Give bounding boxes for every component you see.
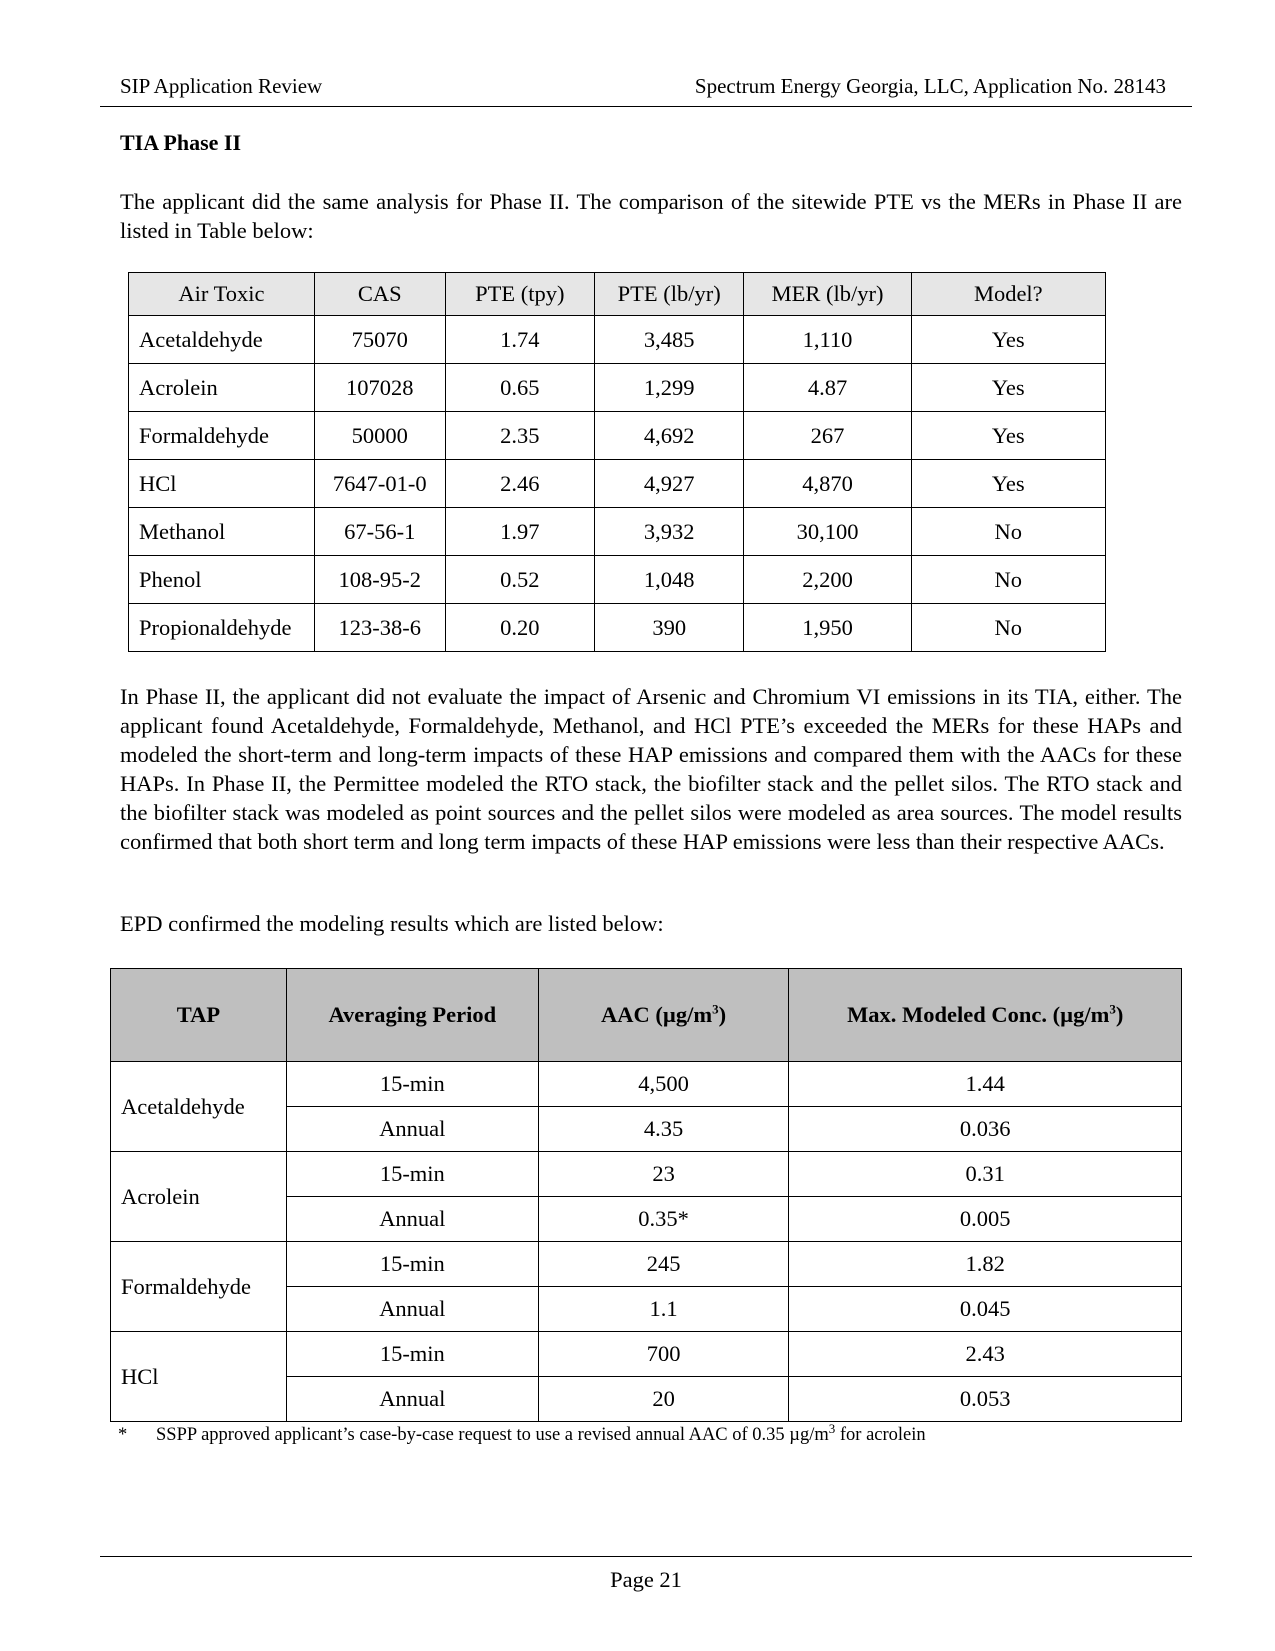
- cell-aac: 700: [538, 1332, 789, 1377]
- table-row: [111, 1062, 1182, 1107]
- cell-pte-tpy: 0.65: [445, 364, 594, 412]
- header-max-close: ): [1115, 1002, 1124, 1027]
- cell-tap: HCl: [111, 1332, 287, 1422]
- cell-model: No: [911, 556, 1105, 604]
- cell-mer: 267: [744, 412, 911, 460]
- header-tap: TAP: [111, 969, 287, 1062]
- cell-pte-tpy: 0.20: [445, 604, 594, 652]
- cell-max: 1.82: [789, 1242, 1182, 1287]
- header-max-modeled: [789, 969, 1182, 1062]
- table-row: [111, 1152, 1182, 1197]
- table-row: [129, 604, 1106, 652]
- cell-cas: 67-56-1: [314, 508, 445, 556]
- pte-vs-mer-table: [128, 272, 1106, 652]
- header-cas: CAS: [314, 273, 445, 316]
- cell-air-toxic: HCl: [129, 460, 315, 508]
- cell-max: 0.053: [789, 1377, 1182, 1422]
- cell-air-toxic: Formaldehyde: [129, 412, 315, 460]
- section-title: TIA Phase II: [120, 130, 242, 155]
- cell-pte-lbyr: 4,927: [595, 460, 744, 508]
- cell-pte-lbyr: 4,692: [595, 412, 744, 460]
- cell-cas: 7647-01-0: [314, 460, 445, 508]
- cell-pte-lbyr: 3,932: [595, 508, 744, 556]
- cell-model: Yes: [911, 460, 1105, 508]
- cell-pte-tpy: 1.74: [445, 316, 594, 364]
- cell-pte-tpy: 2.46: [445, 460, 594, 508]
- cell-period: Annual: [286, 1287, 538, 1332]
- cell-air-toxic: Methanol: [129, 508, 315, 556]
- cell-pte-tpy: 0.52: [445, 556, 594, 604]
- cell-period: 15-min: [286, 1332, 538, 1377]
- footer-divider: [100, 1556, 1192, 1557]
- header-max-label: Max. Modeled Conc. (µg/m: [847, 1002, 1110, 1027]
- cell-air-toxic: Phenol: [129, 556, 315, 604]
- cell-max: 1.44: [789, 1062, 1182, 1107]
- cell-max: 0.045: [789, 1287, 1182, 1332]
- cell-model: Yes: [911, 412, 1105, 460]
- header-model: Model?: [911, 273, 1105, 316]
- cell-cas: 107028: [314, 364, 445, 412]
- cell-period: 15-min: [286, 1062, 538, 1107]
- footnote-mark: *: [118, 1425, 128, 1445]
- header-left-title: SIP Application Review: [120, 74, 323, 98]
- cell-aac: 1.1: [538, 1287, 789, 1332]
- cell-mer: 4.87: [744, 364, 911, 412]
- cell-pte-lbyr: 1,299: [595, 364, 744, 412]
- page-number: Page 21: [610, 1567, 682, 1592]
- cell-air-toxic: Acrolein: [129, 364, 315, 412]
- analysis-paragraph: In Phase II, the applicant did not evaluate the impact of Arsenic and Chromium VI emissions in its TIA, either. The applicant found Acetaldehyde, Formaldehyde, Methanol, and HCl PTE’s exceeded the MERs for these HAPs and modeled the short-term and long-term impacts of these HAP emissions and compared them with the AACs for these HAPs. In Phase II, the Permittee modeled the RTO stack, the biofilter stack and the pellet silos. The RTO stack and the biofilter stack was modeled as point sources and the pellet silos were modeled as area sources. The model results confirmed that both short term and long term impacts of these HAP emissions were less than their respective AACs.: [120, 684, 1182, 854]
- cell-cas: 75070: [314, 316, 445, 364]
- cell-pte-lbyr: 3,485: [595, 316, 744, 364]
- cell-mer: 1,110: [744, 316, 911, 364]
- cell-model: Yes: [911, 316, 1105, 364]
- header-averaging-period: Averaging Period: [286, 969, 538, 1062]
- cell-cas: 108-95-2: [314, 556, 445, 604]
- header-right-title: Spectrum Energy Georgia, LLC, Application No. 28143: [694, 74, 1166, 98]
- cell-pte-tpy: 2.35: [445, 412, 594, 460]
- table-row: [111, 1332, 1182, 1377]
- cell-aac: 0.35*: [538, 1197, 789, 1242]
- cell-model: Yes: [911, 364, 1105, 412]
- cell-mer: 2,200: [744, 556, 911, 604]
- footnote-text: SSPP approved applicant’s case-by-case request to use a revised annual AAC of 0.35 µg/m: [156, 1425, 829, 1445]
- table-row: [111, 1242, 1182, 1287]
- cell-pte-lbyr: 1,048: [595, 556, 744, 604]
- table-row: [129, 364, 1106, 412]
- cell-tap: Formaldehyde: [111, 1242, 287, 1332]
- cell-aac: 20: [538, 1377, 789, 1422]
- cell-aac: 4,500: [538, 1062, 789, 1107]
- cell-max: 0.31: [789, 1152, 1182, 1197]
- header-air-toxic: Air Toxic: [129, 273, 315, 316]
- cell-cas: 50000: [314, 412, 445, 460]
- footnote-sup: 3: [828, 1420, 836, 1436]
- cell-aac: 4.35: [538, 1107, 789, 1152]
- table-row: [129, 412, 1106, 460]
- cell-pte-tpy: 1.97: [445, 508, 594, 556]
- cell-mer: 4,870: [744, 460, 911, 508]
- cell-air-toxic: Propionaldehyde: [129, 604, 315, 652]
- cell-period: Annual: [286, 1197, 538, 1242]
- cell-period: Annual: [286, 1377, 538, 1422]
- header-max-sup: 3: [1109, 1001, 1116, 1017]
- cell-model: No: [911, 604, 1105, 652]
- header-pte-lbyr: PTE (lb/yr): [595, 273, 744, 316]
- page-header: [100, 68, 1192, 107]
- cell-max: 2.43: [789, 1332, 1182, 1377]
- header-aac-close: ): [718, 1002, 727, 1027]
- cell-period: 15-min: [286, 1152, 538, 1197]
- cell-air-toxic: Acetaldehyde: [129, 316, 315, 364]
- cell-period: 15-min: [286, 1242, 538, 1287]
- cell-max: 0.036: [789, 1107, 1182, 1152]
- cell-pte-lbyr: 390: [595, 604, 744, 652]
- modeling-results-table: [110, 968, 1182, 1422]
- cell-tap: Acrolein: [111, 1152, 287, 1242]
- cell-cas: 123-38-6: [314, 604, 445, 652]
- header-aac: [538, 969, 789, 1062]
- table-footnote: [118, 1420, 926, 1446]
- cell-aac: 245: [538, 1242, 789, 1287]
- table-row: [129, 460, 1106, 508]
- cell-max: 0.005: [789, 1197, 1182, 1242]
- header-pte-tpy: PTE (tpy): [445, 273, 594, 316]
- header-aac-label: AAC (µg/m: [601, 1002, 713, 1027]
- table-header-row: [129, 273, 1106, 316]
- cell-mer: 30,100: [744, 508, 911, 556]
- header-aac-sup: 3: [712, 1001, 719, 1017]
- cell-model: No: [911, 508, 1105, 556]
- table-header-row: [111, 969, 1182, 1062]
- epd-paragraph: EPD confirmed the modeling results which are listed below:: [120, 911, 664, 936]
- table-row: [129, 316, 1106, 364]
- table-row: [129, 556, 1106, 604]
- cell-mer: 1,950: [744, 604, 911, 652]
- cell-period: Annual: [286, 1107, 538, 1152]
- intro-paragraph: The applicant did the same analysis for Phase II. The comparison of the sitewide PTE vs the MERs in Phase II are listed in Table below:: [120, 189, 1182, 243]
- header-mer-lbyr: MER (lb/yr): [744, 273, 911, 316]
- footnote-tail: for acrolein: [835, 1425, 926, 1445]
- cell-aac: 23: [538, 1152, 789, 1197]
- cell-tap: Acetaldehyde: [111, 1062, 287, 1152]
- table-row: [129, 508, 1106, 556]
